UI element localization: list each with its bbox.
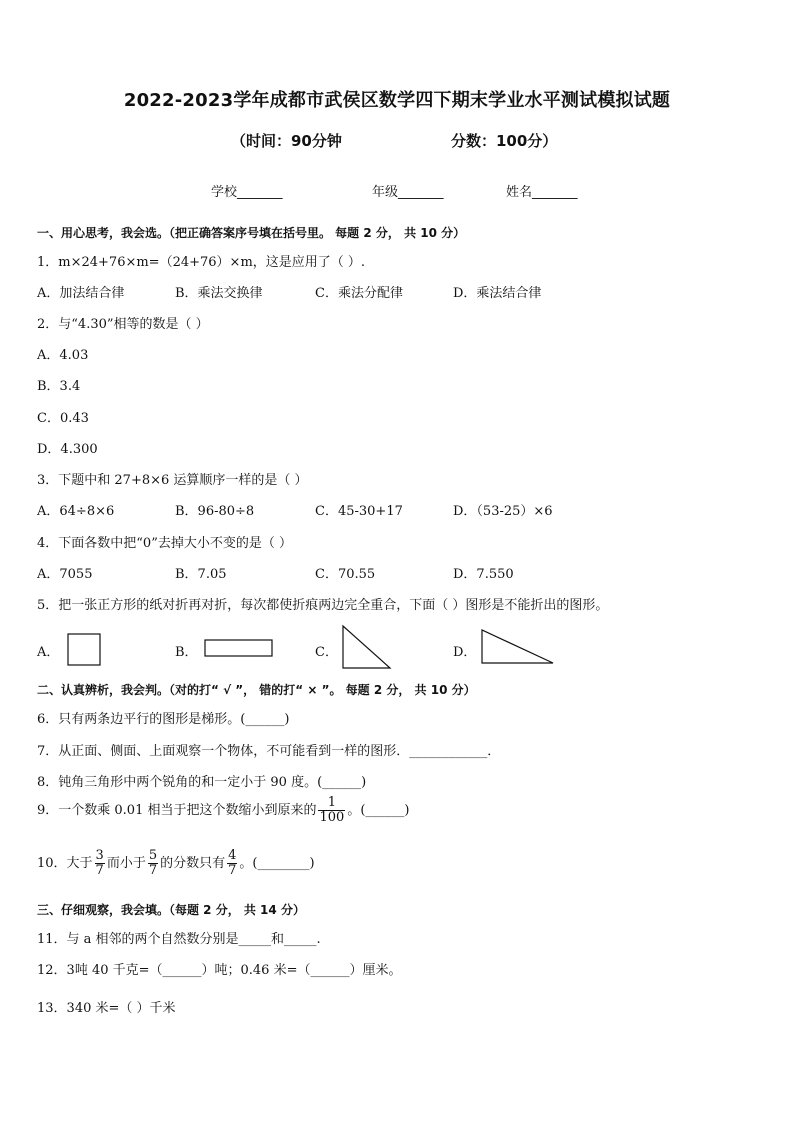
question-12: 12．3吨 40 千克=（______）吨；0.46 米=（______）厘米。 xyxy=(37,963,402,978)
question-6: 6．只有两条边平行的图形是梯形。(______) xyxy=(37,712,290,727)
q2-option-d: D．4.300 xyxy=(37,442,98,457)
q3-option-c: C．45-30+17 xyxy=(315,504,403,519)
q1-option-b: B．乘法交换律 xyxy=(175,286,263,301)
q5-option-d: D． xyxy=(453,645,477,660)
question-10: 10．大于 $\frac{3}{7}$ 而小于 $\frac{5}{7}$ 的分数只有 $\frac{4}{7}$ 。(________) xyxy=(37,848,315,878)
fraction-5-7: $\frac{5}{7}$ xyxy=(148,848,158,878)
right-triangle-tall-shape xyxy=(341,624,393,670)
rectangle-shape xyxy=(204,639,274,659)
school-field: 学校_______ xyxy=(211,185,283,200)
question-1: 1．m×24+76×m=（24+76）×m，这是应用了（ ）. xyxy=(37,255,366,270)
exam-title: 2022-2023学年成都市武侯区数学四下期末学业水平测试模拟试题 xyxy=(123,90,671,111)
q5-option-b: B． xyxy=(175,645,198,660)
q4-option-b: B．7.05 xyxy=(175,567,227,582)
q5-option-c: C． xyxy=(315,645,338,660)
square-shape xyxy=(67,633,103,667)
exam-time: （时间：90分钟 xyxy=(231,132,342,150)
question-7: 7．从正面、侧面、上面观察一个物体，不可能看到一样的图形．____________． xyxy=(37,744,501,759)
q2-option-a: A．4.03 xyxy=(37,348,89,363)
q3-option-d: D．（53-25）×6 xyxy=(453,504,553,519)
exam-score: 分数：100分） xyxy=(451,132,558,150)
q4-option-a: A．7055 xyxy=(37,567,93,582)
name-field: 姓名_______ xyxy=(506,185,578,200)
q2-option-b: B．3.4 xyxy=(37,379,81,394)
q4-option-d: D．7.550 xyxy=(453,567,514,582)
q5-option-a: A． xyxy=(37,645,60,660)
question-2: 2．与“4.30”相等的数是（ ） xyxy=(37,317,209,332)
question-8: 8．钝角三角形中两个锐角的和一定小于 90 度。(______) xyxy=(37,775,367,790)
q4-option-c: C．70.55 xyxy=(315,567,376,582)
question-3: 3．下题中和 27+8×6 运算顺序一样的是（ ） xyxy=(37,473,308,488)
question-11: 11．与 a 相邻的两个自然数分别是_____和_____. xyxy=(37,932,321,947)
question-5: 5．把一张正方形的纸对折再对折，每次都使折痕两边完全重合，下面（ ）图形是不能折出的图形。 xyxy=(37,598,609,613)
grade-field: 年级_______ xyxy=(372,185,444,200)
q1-option-a: A．加法结合律 xyxy=(37,286,125,301)
section-1-heading: 一、用心思考，我会选。（把正确答案序号填在括号里。 每题 2 分， 共 10 分） xyxy=(37,226,466,240)
q3-option-b: B．96-80÷8 xyxy=(175,504,255,519)
q1-option-c: C．乘法分配律 xyxy=(315,286,403,301)
right-triangle-wide-shape xyxy=(480,628,556,666)
section-2-heading: 二、认真辨析，我会判。（对的打“ √ ”， 错的打“ × ”。 每题 2 分， 共 10 分） xyxy=(37,683,476,697)
fraction-1-100: $\frac{1}{100}$ xyxy=(319,795,345,825)
fraction-4-7: $\frac{4}{7}$ xyxy=(228,848,237,878)
question-4: 4．下面各数中把“0”去掉大小不变的是（ ） xyxy=(37,536,292,551)
question-9: 9．一个数乘 0.01 相当于把这个数缩小到原来的 $\frac{1}{100}$ 。(______) xyxy=(37,795,410,825)
q3-option-a: A．64÷8×6 xyxy=(37,504,115,519)
q1-option-d: D．乘法结合律 xyxy=(453,286,542,301)
question-13: 13．340 米=（ ）千米 xyxy=(37,1001,176,1016)
q2-option-c: C．0.43 xyxy=(37,411,89,426)
fraction-3-7: $\frac{3}{7}$ xyxy=(95,848,104,878)
section-3-heading: 三、仔细观察，我会填。（每题 2 分， 共 14 分） xyxy=(37,903,305,917)
